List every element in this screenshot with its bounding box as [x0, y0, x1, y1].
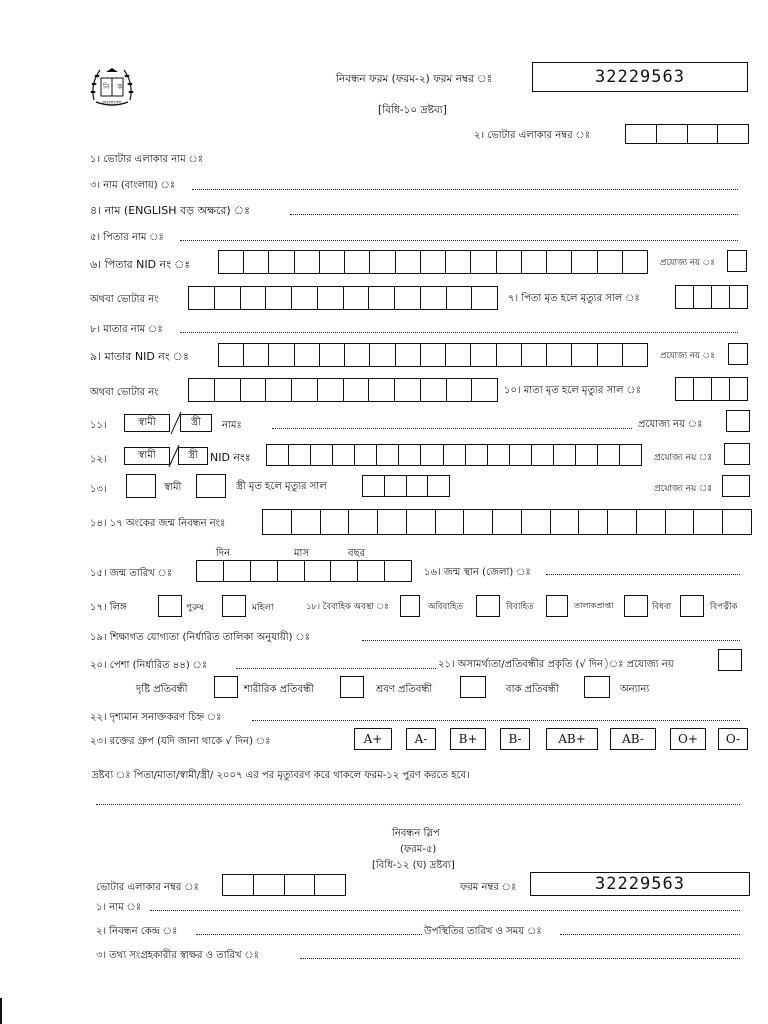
other-disability-label: অন্যান্য: [620, 684, 650, 695]
married-checkbox[interactable]: [476, 595, 500, 617]
mother-name-field[interactable]: [180, 332, 738, 333]
occupation-field[interactable]: [236, 668, 436, 669]
female-checkbox[interactable]: [222, 595, 246, 617]
birth-registration-boxes[interactable]: [262, 509, 752, 535]
father-death-year-label: ৭। পিতা মৃত হলে মৃত্যুর সাল ঃ: [508, 293, 640, 304]
widow-checkbox[interactable]: [624, 595, 648, 617]
spouse-nid-husband-option[interactable]: স্বামী: [124, 447, 170, 465]
wife-death-checkbox[interactable]: [196, 474, 226, 498]
blood-group-ab-pos[interactable]: AB+: [546, 728, 598, 750]
slip-form: (ফরম-৫): [400, 844, 437, 855]
birthplace-label: ১৬। জন্ম স্থান (জেলা) ঃ: [424, 567, 531, 578]
visual-disability-checkbox[interactable]: [214, 676, 238, 698]
occupation-label: ২০। পেশা (নির্ধারিত ৪৪) ঃ: [90, 660, 208, 671]
slip-name-field[interactable]: [150, 910, 740, 911]
spouse-name-field[interactable]: [272, 428, 632, 429]
father-death-year-boxes[interactable]: [675, 285, 748, 309]
disability-label: ২১। অসামর্থ্যতা/প্রতিবন্ধীর প্রকৃতি (√ দিন)ঃ প্রযোজ্য নয়: [438, 659, 674, 670]
father-nid-boxes[interactable]: [218, 250, 648, 274]
mother-nid-boxes[interactable]: [218, 343, 648, 367]
spouse-name-not-applicable-checkbox[interactable]: [726, 410, 750, 432]
widower-label: বিপত্নীক: [710, 602, 738, 612]
father-nid-label: ৬। পিতার NID নং ঃ: [90, 258, 191, 271]
slip-title: নিবন্ধন স্লিপ: [392, 828, 440, 839]
spouse-nid-not-applicable-label: প্রযোজ্য নয় ঃ: [654, 453, 713, 463]
identification-mark-field[interactable]: [252, 720, 740, 721]
blood-group-b-neg[interactable]: B-: [500, 728, 530, 750]
dob-year-caption: বছর: [348, 548, 366, 559]
unmarried-checkbox[interactable]: [400, 595, 420, 617]
mother-voter-no-boxes[interactable]: [188, 378, 498, 402]
voter-area-number-label: ২। ভোটার এলাকার নম্বর ঃ: [474, 130, 591, 141]
mother-death-year-label: ১০। মাতা মৃত হলে মৃত্যুর সাল ঃ: [504, 385, 641, 396]
wife-death-year-label: স্ত্রী মৃত হলে মৃত্যুর সাল: [236, 481, 327, 492]
blood-group-ab-neg[interactable]: AB-: [610, 728, 656, 750]
spouse-nid-wife-option[interactable]: স্ত্রী: [178, 447, 208, 465]
speech-disability-checkbox[interactable]: [584, 676, 610, 698]
spouse-death-not-applicable-label: প্রযোজ্য নয় ঃ: [654, 484, 713, 494]
voter-area-number-boxes[interactable]: [625, 124, 749, 144]
slip-signature-field[interactable]: [300, 958, 740, 959]
blood-group-a-pos[interactable]: A+: [354, 728, 392, 750]
form-number-box: [532, 62, 748, 92]
spouse-nid-not-applicable-checkbox[interactable]: [724, 443, 750, 465]
speech-disability-label: বাক প্রতিবন্ধী: [506, 684, 559, 695]
blood-group-label: ২৩। রক্তের গ্রুপ (যদি জানা থাকে √ দিন) ঃ: [90, 736, 271, 747]
mother-nid-not-applicable-checkbox[interactable]: [728, 343, 748, 365]
father-nid-not-applicable-label: প্রযোজ্য নয় ঃ: [660, 258, 715, 268]
father-voter-no-boxes[interactable]: [188, 286, 498, 310]
mother-name-label: ৮। মাতার নাম ঃ: [90, 324, 163, 335]
spouse-name-wife-option[interactable]: স্ত্রী: [180, 414, 212, 432]
father-voter-no-label: অথবা ভোটার নং: [90, 294, 159, 305]
education-field[interactable]: [362, 640, 740, 641]
name-bangla-label: ৩। নাম (বাংলায়) ঃ: [90, 180, 176, 191]
dob-day-caption: দিন: [216, 548, 231, 559]
divorced-checkbox[interactable]: [546, 595, 568, 617]
slip-attendance-field[interactable]: [560, 934, 740, 935]
husband-label: স্বামী: [164, 482, 182, 493]
gender-label: ১৭। লিঙ্গ: [90, 602, 127, 613]
note-text: দ্রষ্টব্য ঃ পিতা/মাতা/স্বামী/স্ত্রী/ ২০০৭ এর পর মৃত্যুবরণ করে থাকলে ফরম-১২ পুরণ করতে হবে।: [92, 770, 470, 781]
spouse-name-label: নামঃ: [222, 420, 242, 431]
slip-form-number-label: ফরম নম্বর ঃ: [460, 882, 517, 893]
dob-boxes[interactable]: [196, 560, 412, 582]
widow-label: বিধবা: [652, 602, 672, 612]
female-label: মহিলা: [252, 603, 274, 613]
separator-line: [96, 804, 740, 805]
spouse-name-husband-option[interactable]: স্বামী: [124, 414, 170, 432]
slip-center-field[interactable]: [196, 934, 422, 935]
birthplace-field[interactable]: [546, 574, 740, 575]
logo-text: নি ক: [103, 83, 126, 91]
spouse-death-not-applicable-checkbox[interactable]: [722, 475, 750, 497]
spouse-name-number: ১১।: [90, 420, 107, 431]
physical-disability-checkbox[interactable]: [340, 676, 364, 698]
blood-group-o-neg[interactable]: O-: [718, 728, 748, 750]
slip-attendance-label: উপস্থিতির তারিখ ও সময় ঃ: [424, 926, 542, 937]
blood-group-b-pos[interactable]: B+: [450, 728, 486, 750]
slip-rule: [বিধি-১২ (ঘ) দ্রষ্টব্য]: [372, 860, 455, 871]
mother-death-year-boxes[interactable]: [675, 377, 748, 401]
slip-area-number-boxes[interactable]: [222, 874, 346, 896]
form-title: নিবন্ধন ফরম (ফরম-২) ফরম নম্বর ঃ: [336, 73, 493, 85]
education-label: ১৯। শিক্ষাগত যোগ্যতা (নির্ধারিত তালিকা অনুযায়ী) ঃ: [90, 632, 310, 643]
slip-form-number-box: [530, 872, 750, 896]
slip-name-label: ১। নাম ঃ: [96, 902, 142, 913]
spouse-death-number: ১৩।: [90, 484, 107, 495]
rule-reference: [বিধি-১০ দ্রষ্টব্য]: [378, 104, 447, 116]
name-english-label: ৪। নাম (ENGLISH বড় অক্ষরে) ঃ: [90, 204, 250, 217]
visual-disability-label: দৃষ্টি প্রতিবন্ধী: [136, 684, 188, 695]
identification-mark-label: ২২। দৃশ্যমান সনাক্তকরণ চিহ্ন ঃ: [90, 712, 222, 723]
spouse-nid-label: NID নংঃ: [210, 451, 251, 464]
birth-registration-label: ১৪। ১৭ অংকের জন্ম নিবন্ধন নংঃ: [90, 518, 226, 529]
election-commission-logo: [88, 64, 136, 108]
mother-nid-not-applicable-label: প্রযোজ্য নয় ঃ: [660, 351, 715, 361]
divorced-label: তালাকপ্রাপ্তা: [574, 601, 614, 610]
mother-voter-no-label: অথবা ভোটার নং: [90, 387, 159, 398]
slip-signature-label: ৩। তথ্য সংগ্রহকারীর স্বাক্ষর ও তারিখ ঃ: [96, 950, 260, 961]
name-english-field[interactable]: [290, 214, 738, 215]
unmarried-label: অবিবাহিত: [428, 602, 463, 612]
father-name-field[interactable]: [180, 240, 738, 241]
male-checkbox[interactable]: [158, 595, 182, 617]
blood-group-a-neg[interactable]: A-: [406, 728, 436, 750]
dob-month-caption: মাস: [294, 548, 310, 559]
spouse-nid-number: ১২।: [90, 454, 107, 465]
form-number: 32229563: [595, 67, 685, 87]
voter-area-name-label: ১। ভোটার এলাকার নাম ঃ: [90, 154, 204, 165]
logo-banner: বাংলাদেশ: [102, 100, 122, 106]
mother-nid-label: ৯। মাতার NID নং ঃ: [90, 350, 189, 363]
physical-disability-label: শারীরিক প্রতিবন্ধী: [244, 684, 314, 695]
wife-death-year-boxes[interactable]: [362, 475, 450, 497]
slip-form-number: 32229563: [595, 874, 685, 894]
slip-area-number-label: ভোটার এলাকার নম্বর ঃ: [96, 882, 199, 893]
male-label: পুরুষ: [186, 603, 204, 613]
scan-edge-mark: [0, 998, 2, 1024]
spouse-nid-boxes[interactable]: [266, 444, 642, 466]
slip-center-label: ২। নিবন্ধন কেন্দ্র ঃ: [96, 926, 178, 937]
father-nid-not-applicable-checkbox[interactable]: [727, 250, 747, 272]
name-bangla-field[interactable]: [192, 189, 738, 190]
husband-death-checkbox[interactable]: [126, 474, 156, 498]
spouse-name-not-applicable-label: প্রযোজ্য নয় ঃ: [638, 419, 703, 430]
hearing-disability-label: শ্রবণ প্রতিবন্ধী: [376, 684, 433, 695]
widower-checkbox[interactable]: [680, 595, 704, 617]
hearing-disability-checkbox[interactable]: [460, 676, 486, 698]
dob-label: ১৫। জন্ম তারিখ ঃ: [90, 568, 173, 579]
marital-status-label: ১৮। বৈবাহিক অবস্থা ঃ: [306, 602, 389, 612]
blood-group-o-pos[interactable]: O+: [670, 728, 706, 750]
married-label: বিবাহিত: [506, 602, 534, 612]
disability-not-applicable-checkbox[interactable]: [718, 649, 742, 671]
father-name-label: ৫। পিতার নাম ঃ: [90, 232, 164, 243]
